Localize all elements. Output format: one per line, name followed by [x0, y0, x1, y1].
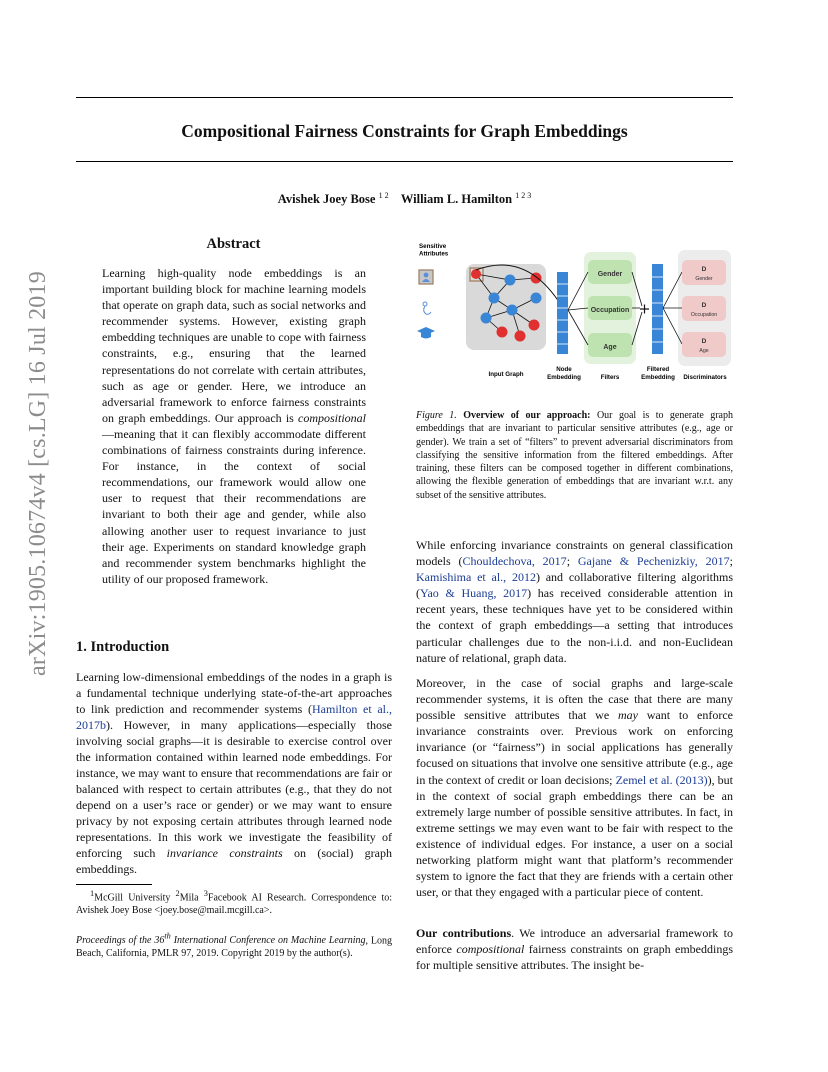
svg-text:Age: Age — [603, 344, 617, 351]
occupation-icon — [423, 302, 431, 314]
filtered-embedding-bar — [652, 264, 663, 354]
overview-figure — [414, 240, 733, 390]
figure-caption: Figure 1. Overview of our approach: Our goal is to generate graph embeddings that are invariant to particular sensitive attributes (e.g., age or gender). We train a set of “filters” to prevent adversarial discriminators from classifying the sensitive information from the filtered embeddings. After training, these filters can be composed together in different combinations, allowing the flexible generation of embeddings that are invariant w.r.t. any subset of the sensitive attributes. — [416, 410, 733, 501]
filter-gender — [588, 260, 632, 284]
node-embedding-label: Node Embedding — [547, 366, 581, 381]
svg-text:Occupation: Occupation — [690, 312, 718, 318]
sensitive-attributes-label: Sensitive Attributes — [419, 243, 449, 258]
title-bottom-rule — [76, 161, 733, 162]
input-graph-label: Input Graph — [488, 371, 524, 378]
paper-title: Compositional Fairness Constraints for Graph Embeddings — [181, 121, 628, 141]
author-line — [76, 191, 733, 207]
footnote-rule — [76, 884, 152, 885]
citation-link[interactable]: Zemel et al. (2013) — [615, 772, 708, 787]
section-heading-introduction: 1. Introduction — [76, 639, 170, 655]
plus-icon — [640, 305, 649, 314]
citation-link[interactable]: Chouldechova, 2017 — [462, 554, 567, 569]
affiliation-footnote: $^1$McGill University $^2$Mila $^3$Facebook AI Research. Correspondence to: Avishek Joey Bose <joey.bose@mail.mcgill.ca>. — [76, 889, 393, 917]
arxiv-stamp-text: arXiv:1905.10674v4 [cs.LG] 16 Jul 2019 — [25, 271, 51, 676]
citation-link[interactable]: Yao & Huang, 2017 — [420, 586, 528, 601]
body-paragraph: Moreover, in the case of social graphs and large-scale recommender systems, it is often the case that there are many possible sensitive attributes that we may want to enforce invariance constraints over. Previous work on enforcing invariance (or “fairness”) in social applications has generally focused on situations that involve one sensitive attribute (e.g., age in the context of credit or loan decisions; Zemel et al. (2013)), but in the context of social graph embeddings there can be an extremely large number of possible sensitive attributes. In fact, in extreme settings we may even want to be fair with respect to the existence of individual edges. For instance, a user on a social networking platform might want that platform’s recommender system to ignore the fact that they are friends with a certain other user, or that they engaged with a particular piece of content. — [416, 676, 734, 900]
filter-age — [588, 333, 632, 357]
author-affiliation-marks: 1 2 — [378, 191, 389, 200]
filters-label: Filters — [600, 374, 620, 381]
proceedings-note: Proceedings of the 36th International Conference on Machine Learning, Long Beach, California, PMLR 97, 2019. Copyright 2019 by the author(s). — [76, 932, 393, 960]
svg-text:D: D — [701, 302, 707, 309]
discriminator-gender — [682, 260, 726, 285]
filter-occupation — [588, 296, 632, 320]
discriminator-age — [682, 332, 726, 357]
author-name: Avishek Joey Bose — [277, 192, 376, 207]
citation-link[interactable]: Kamishima et al., 2012 — [416, 570, 536, 585]
citation-link[interactable]: Hamilton et al., 2017b — [76, 702, 392, 732]
svg-text:Age: Age — [699, 348, 709, 354]
arxiv-stamp — [22, 271, 52, 676]
filtered-embedding-label: Filtered Embedding — [641, 366, 675, 381]
svg-text:Gender: Gender — [695, 276, 713, 282]
gender-icon — [419, 270, 433, 284]
introduction-paragraph: Learning low-dimensional embeddings of the nodes in a graph is a fundamental technique underlying state-of-the-art approaches to link prediction and recommender systems (Hamilton et al., 2017b). However, in many applications—especially those involving social graphs—it is desirable to exercise control over the information contained within learned node embeddings. For instance, we may want to ensure that recommendations are fair or balanced with respect to certain attributes (e.g., that they do not depend on a user’s race or gender) or we may want to ensure privacy by not exposing certain attributes through learned node representations. In this work we investigate the feasibility of enforcing such invariance constraints on (social) graph embeddings. — [76, 670, 393, 876]
discriminators-label: Discriminators — [683, 374, 727, 381]
body-paragraph: While enforcing invariance constraints on general classification models (Chouldechova, 2017; Gajane & Pechenizkiy, 2017; Kamishima et al., 2012) and collaborative filtering algorithms (Yao & Huang, 2017) has received considerable attention in recent years, these techniques have yet to be considered within the context of graph embeddings—a setting that introduces particular challenges due to the non-i.i.d. and non-Euclidean nature of relational, graph data. — [416, 538, 733, 665]
top-rule — [76, 97, 733, 98]
svg-text:Gender: Gender — [597, 271, 623, 278]
author-affiliation-marks: 1 2 3 — [515, 191, 532, 200]
svg-text:D: D — [701, 266, 707, 273]
contributions-paragraph: Our contributions. We introduce an adversarial framework to enforce compositional fairness constraints on graph embeddings for multiple sensitive attributes. The insight be- — [416, 926, 733, 973]
discriminator-occupation — [682, 296, 726, 321]
svg-text:D: D — [701, 338, 707, 345]
abstract-heading: Abstract — [206, 236, 261, 252]
citation-link[interactable]: Gajane & Pechenizkiy, 2017 — [577, 554, 730, 569]
svg-text:Occupation: Occupation — [590, 307, 630, 314]
age-icon — [417, 327, 435, 339]
node-embedding-bar — [557, 272, 568, 354]
abstract-body: Learning high-quality node embeddings is an important building block for machine learning models that operate on graph data, such as social networks and recommender systems. However, existing graph embedding techniques are unable to cope with fairness constraints, e.g., ensuring that the learned representations do not correlate with certain attributes, such as age or gender. Here, we introduce an adversarial framework to enforce fairness constraints on graph embeddings. Our approach is compositional—meaning that it can flexibly accommodate different combinations of fairness constraints during inference. For instance, in the context of social recommendations, our framework would allow one user to request that their recommendations are invariant to both their age and gender, while also allowing another user to request invariance to just their age. Experiments on standard knowledge graph and recommender system benchmarks highlight the utility of our proposed framework. — [102, 266, 366, 586]
author-name: William L. Hamilton — [400, 192, 513, 207]
